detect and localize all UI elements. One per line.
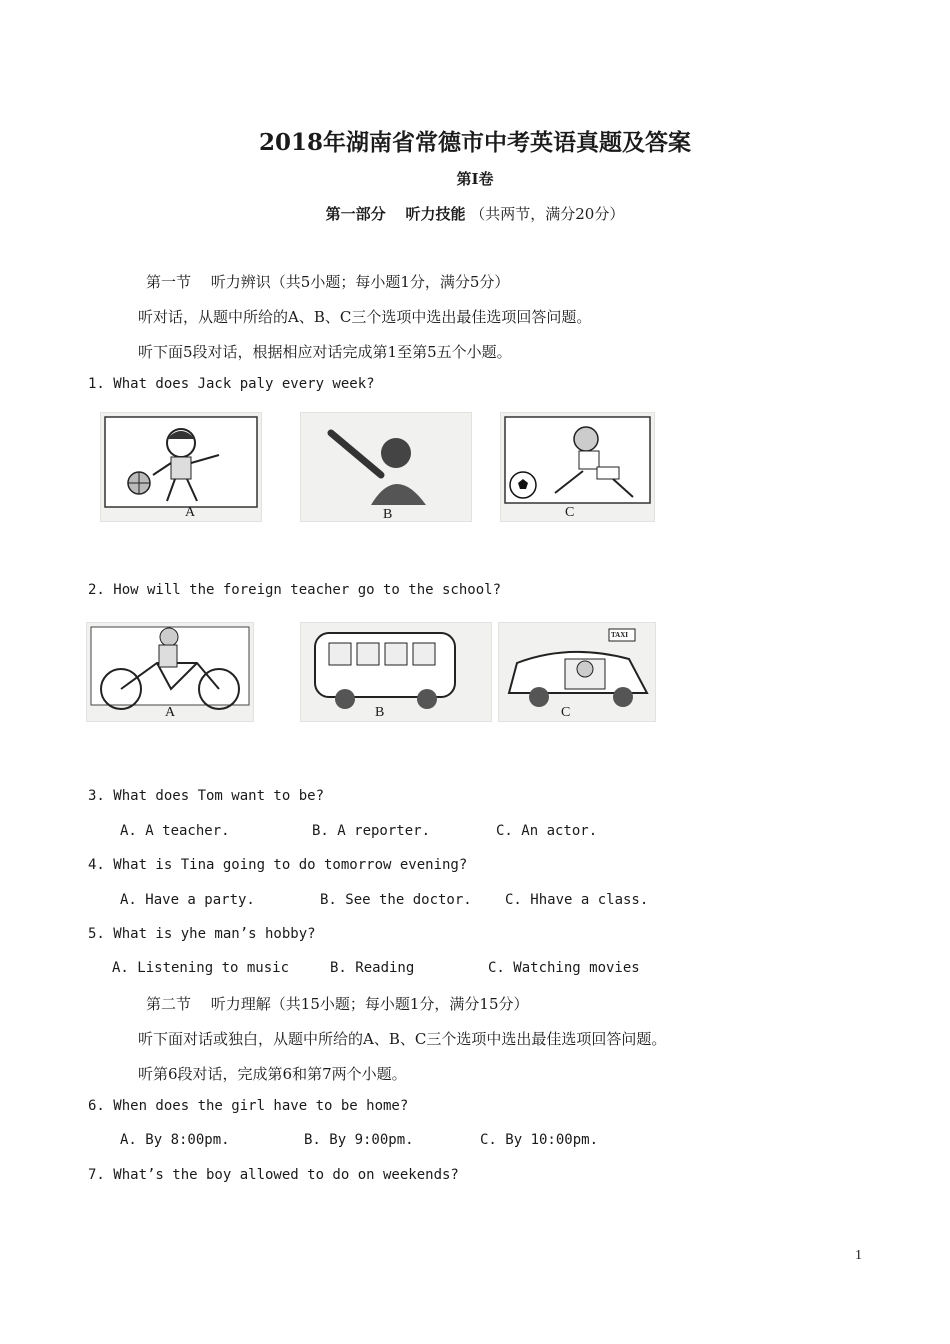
q1-option-c-football-image [500, 412, 655, 522]
taxi-sign-text: TAXI [611, 631, 628, 639]
q3-option-b: B. A reporter. [312, 823, 431, 839]
question-5: 5. What is yhe man’s hobby? [88, 926, 316, 942]
section2-title: 听力理解（共15小题；每小题1分，满分15分） [210, 995, 529, 1013]
q6-option-c: C. By 10:00pm. [480, 1132, 599, 1148]
q2-option-b-bus-image [300, 622, 492, 722]
q2-option-a-bicycle-image [86, 622, 254, 722]
part-note: （共两节，满分20分） [470, 205, 625, 223]
q2-label-c: C [561, 705, 571, 720]
section1-instruction-1: 听对话，从题中所给的A、B、C三个选项中选出最佳选项回答问题。 [138, 308, 592, 326]
section1-instruction-2: 听下面5段对话，根据相应对话完成第1至第5五个小题。 [138, 343, 512, 361]
question-7: 7. What’s the boy allowed to do on weekends? [88, 1167, 459, 1183]
q1-label-b: B [383, 507, 393, 522]
part-heading [0, 203, 950, 224]
question-2: 2. How will the foreign teacher go to the school? [88, 582, 502, 598]
q6-option-a: A. By 8:00pm. [120, 1132, 230, 1148]
part-skill: 听力技能 [405, 205, 466, 223]
q3-option-a: A. A teacher. [120, 823, 230, 839]
q1-label-c: C [565, 505, 575, 520]
q1-option-b-baseball-image [300, 412, 472, 522]
q2-label-a: A [165, 705, 176, 720]
page-number: 1 [855, 1248, 862, 1263]
q4-option-a: A. Have a party. [120, 892, 255, 908]
q3-option-c: C. An actor. [496, 823, 598, 839]
section2-label: 第二节 [146, 995, 192, 1013]
section1-label: 第一节 [146, 273, 192, 291]
section1-title: 听力辨识（共5小题；每小题1分，满分5分） [210, 273, 510, 291]
question-4: 4. What is Tina going to do tomorrow evening? [88, 857, 468, 873]
q5-option-b: B. Reading [330, 960, 415, 976]
volume-heading: 第I卷 [456, 170, 494, 188]
question-1: 1. What does Jack paly every week? [88, 376, 375, 392]
q5-option-c: C. Watching movies [488, 960, 640, 976]
q4-option-b: B. See the doctor. [320, 892, 472, 908]
section2-instruction-2: 听第6段对话，完成第6和第7两个小题。 [138, 1065, 407, 1083]
question-6: 6. When does the girl have to be home? [88, 1098, 409, 1114]
document-title: 2018年湖南省常德市中考英语真题及答案 [258, 129, 691, 156]
q6-option-b: B. By 9:00pm. [304, 1132, 414, 1148]
q5-option-a: A. Listening to music [112, 960, 290, 976]
q4-option-c: C. Hhave a class. [505, 892, 649, 908]
question-3: 3. What does Tom want to be? [88, 788, 325, 804]
q2-option-c-taxi-image [498, 622, 656, 722]
part-name: 第一部分 [325, 205, 386, 223]
q1-option-a-basketball-image [100, 412, 262, 522]
section2-heading [146, 993, 529, 1014]
section2-instruction-1: 听下面对话或独白，从题中所给的A、B、C三个选项中选出最佳选项回答问题。 [138, 1030, 667, 1048]
q1-label-a: A [185, 505, 196, 520]
section1-heading [146, 271, 509, 292]
q2-label-b: B [375, 705, 385, 720]
